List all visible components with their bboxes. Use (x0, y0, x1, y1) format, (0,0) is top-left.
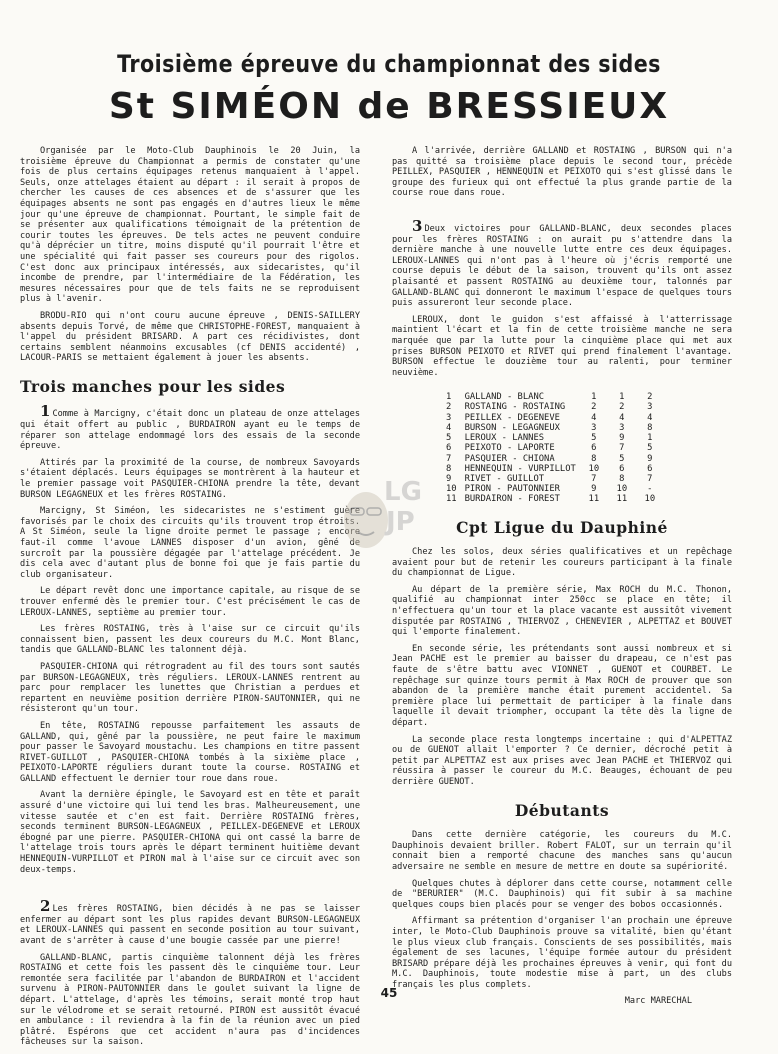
results-row (442, 443, 664, 453)
crew-name-cell: BURDAIRON - FOREST (464, 494, 560, 505)
rank-cell: 10 (446, 484, 457, 495)
results-row (442, 454, 664, 464)
body-paragraph: La seconde place resta longtemps incertaine : qui d'ALPETTAZ ou de GUENOT allait l'emporter ? Ce dernier, décroché petit à petit par ALPETTAZ est aux prises avec Jean PACHE et THIERVOZ qui réussira à passer le coureur du M.C. Beauges, échouant de peu derrière GUENOT. (392, 734, 732, 787)
crew-name-cell: LEROUX - LANNES (464, 433, 545, 444)
manche-2-result: 6 (619, 463, 625, 474)
manche-2-number: 2 (40, 897, 51, 916)
body-paragraph: LEROUX, dont le guidon s'est affaissé à l'atterrissage maintient l'écart et la fin de cette troisième manche ne sera marquée que par la lutte pour la cinquième place qui met aux prises BURSON PEIXOTO et RIVET qui prend finalement l'avantage. BURSON effectue le douzième tour au ralenti, pour terminer neuvième. (392, 314, 732, 378)
results-row (442, 423, 664, 433)
results-row (442, 474, 664, 484)
svg-text:JP: JP (386, 507, 415, 537)
manche-2-result: 10 (616, 484, 628, 495)
results-row (442, 484, 664, 494)
results-table (442, 392, 664, 504)
manche-2-text: Les frères ROSTAING, bien décidés à ne pas se laisser enfermer au départ sont les plus rapides devant BURSON-LEGAGNEUX et LEROUX-LANNES qui passent en seconde position au tour suivant, avant de s'arrêter à cause d'une bougie cassée par une pierre! (20, 904, 360, 946)
body-paragraph: Marcigny, St Siméon, les sidecaristes ne s'estiment guère favorisés par le choix des circuits qu'ils trouvent trop étroits. A St Siméon, seule la ligne droite permet le passage ; encore faut-il comme l'avoue LANNES disposer d'un avion, gêné de surcroît par la poussière dégagée par l'attelage précédent. Je dis cela avec d'autant plus de bonne foi que je fais partie du club organisateur. (20, 506, 360, 580)
manche-3-result: 10 (644, 494, 656, 505)
article-supertitle: Troisième épreuve du championnat des sides (117, 50, 661, 78)
manche-1-paragraph (20, 402, 360, 452)
manche-1-result: 10 (588, 463, 600, 474)
article-title: St SIMÉON de BRESSIEUX (108, 86, 670, 127)
manche-2-result: 3 (619, 422, 625, 433)
manche-2-result: 11 (616, 494, 628, 505)
rank-cell: 8 (446, 463, 452, 474)
manche-1-result: 9 (591, 484, 597, 495)
manche-1-result: 5 (591, 433, 597, 444)
rank-cell: 3 (446, 412, 452, 423)
page-number: 45 (380, 986, 398, 1000)
manche-2-result: 7 (619, 443, 625, 454)
manche-3-result: 6 (647, 463, 653, 474)
manche-1-number: 1 (40, 402, 51, 421)
rank-cell: 9 (446, 473, 452, 484)
body-paragraph: En seconde série, les prétendants sont aussi nombreux et si Jean PACHE est le premier au baisser du drapeau, ce n'est pas faute de s'être battu avec VIONNET , GUENOT et COURBET. Le repêchage sur quinze tours permit à Max ROCH de prouver que son abandon de la première manche était purement accidentel. Sa première place lui permettait de participer à la finale dans laquelle il devait triompher, occupant la tête dès la ligne de départ. (392, 643, 732, 729)
body-paragraph: Avant la dernière épingle, le Savoyard est en tête et paraît assuré d'une victoire qui lui tend les bras. Malheureusement, une vitesse sautée et c'en est fait. Derrière ROSTAING frères, seconds terminent BURSON-LEGAGNEUX , PEILLEX-DEGENEVE et LEROUX ébogné par une pierre. PASQUIER-CHIONA qui ont cassé la barre de l'attelage trois tours après le départ terminent huitième devant HENNEQUIN-VURPILLOT et PIRON mal à l'aise sur ce circuit avec son deux-temps. (20, 790, 360, 875)
manche-3-result: 8 (647, 422, 653, 433)
lgjp-watermark-logo (336, 468, 426, 558)
crew-name-cell: GALLAND - BLANC (464, 392, 545, 403)
manche-2-result: 1 (619, 392, 625, 403)
body-paragraph: Chez les solos, deux séries qualificatives et un repêchage avaient pour but de retenir les coureurs participant à la finale du championnat de Ligue. (392, 547, 732, 579)
right-column (392, 146, 732, 1007)
manche-2-result: 9 (619, 433, 625, 444)
manche-3-result: 7 (647, 473, 653, 484)
rank-cell: 4 (446, 422, 452, 433)
body-paragraph: GALLAND-BLANC, partis cinquième talonnent déjà les frères ROSTAING et cette fois les passent dès le cinquième tour. Leur remontée sera facilitée par l'abandon de BURDAIRON et l'accident survenu à PIRON-PAUTONNIER dans le goulet suivant la ligne de départ. L'attelage, d'après les témoins, serait monté trop haut sur le vélodrome et se serait retourné. PIRON est aussitôt évacué en ambulance : il reviendra à la fin de la réunion avec un pied plâtré. Espérons que cet accident n'aura pas d'incidences fâcheuses sur la saison. (20, 952, 360, 1048)
manche-2-paragraph (20, 897, 360, 946)
section-heading-ligue: Cpt Ligue du Dauphiné (456, 517, 668, 537)
results-row (442, 392, 664, 402)
svg-text:LG: LG (384, 477, 422, 507)
rank-cell: 11 (446, 494, 457, 505)
manche-1-result: 2 (591, 402, 597, 413)
manche-2-result: 4 (619, 412, 625, 423)
crew-name-cell: RIVET - GUILLOT (464, 473, 545, 484)
manche-3-paragraph (392, 216, 732, 309)
manche-3-result: 2 (647, 392, 653, 403)
section-heading-debutants: Débutants (514, 800, 610, 820)
manche-1-result: 6 (591, 443, 597, 454)
crew-name-cell: ROSTAING - ROSTAING (464, 402, 566, 413)
body-paragraph: Au départ de la première série, Max ROCH du M.C. Thonon, qualifié au championnat inter 250cc se place en tête; il n'effectuera qu'un tour et la place vacante est aussitôt vivement disputée par ROSTAING , THIERVOZ , CHENEVIER , ALPETTAZ et BOUVET qui l'emporte finalement. (392, 584, 732, 638)
manche-3-text: Deux victoires pour GALLAND-BLANC, deux secondes places pour les frères ROSTAING : on aurait pu s'attendre dans la dernière manche à une nouvelle lutte entre ces deux équipages. LEROUX-LANNES qui n'ont pas à l'heure où j'écris remporté une course depuis le début de la saison, trouvent qu'ils ont assez plaisanté et passent ROSTAING au deuxième tour, talonnés par GALLAND-BLANC qui donneront le maximum l'espace de quelques tours puis assureront leur seconde place. (392, 223, 732, 309)
body-paragraph: Dans cette dernière catégorie, les coureurs du M.C. Dauphinois devaient briller. Robert FALOT, sur un terrain qu'il connait bien a remporté chacune des manches sans qu'aucun adversaire ne semble en mesure de mettre en doute sa supériorité. (392, 830, 732, 872)
results-row (442, 464, 664, 474)
body-paragraph: Les frères ROSTAING, très à l'aise sur ce circuit qu'ils connaissent bien, passent les deux coureurs du M.C. Mont Blanc, tandis que GALLAND-BLANC les talonnent déjà. (20, 624, 360, 656)
intro-paragraph: BRODU-RIO qui n'ont couru aucune épreuve , DENIS-SAILLERY absents depuis Torvé, de même que CHRISTOPHE-FOREST, manquaient à l'appel du président BRISARD. A part ces récidivistes, dont certains semblent néanmoins excusables (cf DENIS accidenté) , LACOUR-PARIS se mettaient également à jouer les absents. (20, 310, 360, 364)
manche-2-result: 8 (619, 473, 625, 484)
crew-name-cell: PEILLEX - DEGENEVE (464, 412, 560, 423)
manche-3-number: 3 (412, 216, 423, 235)
results-row (442, 494, 664, 504)
manche-1-result: 11 (588, 494, 600, 505)
rank-cell: 1 (446, 392, 452, 403)
results-row (442, 402, 664, 412)
crew-name-cell: BURSON - LEGAGNEUX (464, 422, 560, 433)
body-paragraph: A l'arrivée, derrière GALLAND et ROSTAING , BURSON qui n'a pas quitté sa troisième place depuis le second tour, précède PEILLEX, PASQUIER , HENNEQUIN et PEIXOTO qui s'est glissé dans le groupe des furieux qui ont effectué la plus grande partie de la course roue dans roue. (392, 146, 732, 199)
rank-cell: 7 (446, 453, 452, 464)
manche-3-result: 9 (647, 453, 653, 464)
manche-1-result: 7 (591, 473, 597, 484)
manche-1-text: Comme à Marcigny, c'était donc un plateau de onze attelages qui était offert au public , BURDAIRON ayant eu le temps de réparer son attelage endommagé lors des essais de la seconde épreuve. (20, 409, 360, 452)
body-paragraph: Quelques chutes à déplorer dans cette course, notamment celle de "BERURIER" (M.C. Dauphinois) qui fit subir à sa machine quelques coups bien placés pour se venger des bobos occasionnés. (392, 878, 732, 910)
manche-3-result: - (647, 484, 653, 495)
results-row (442, 413, 664, 423)
results-row (442, 433, 664, 443)
manche-3-result: 1 (647, 433, 653, 444)
left-column (20, 146, 360, 1054)
body-paragraph: PASQUIER-CHIONA qui rétrogradent au fil des tours sont sautés par BURSON-LEGAGNEUX, très réguliers. LEROUX-LANNES rentrent au parc pour remplacer les lunettes que Christian a perdues et repartent en neuvième position derrière PIRON-SAUTONNIER, qui ne résisteront qu'un tour. (20, 661, 360, 715)
manche-1-result: 4 (591, 412, 597, 423)
crew-name-cell: PASQUIER - CHIONA (464, 453, 555, 464)
manche-1-result: 1 (591, 392, 597, 403)
manche-3-result: 5 (647, 443, 653, 454)
crew-name-cell: PEIXOTO - LAPORTE (464, 443, 555, 454)
section-heading-trois-manches: Trois manches pour les sides (20, 376, 286, 396)
crew-name-cell: PIRON - PAUTONNIER (464, 484, 560, 495)
body-paragraph: En tête, ROSTAING repousse parfaitement les assauts de GALLAND, qui, gêné par la poussière, ne peut faire le maximum pour passer le Savoyard moustachu. Les champions en titre passent RIVET-GUILLOT , PASQUIER-CHIONA tombés à la sixième place , PEIXOTO-LAPORTE réguliers durant toute la course. ROSTAING et GALLAND effectuent le dernier tour roue dans roue. (20, 720, 360, 784)
manche-1-result: 3 (591, 422, 597, 433)
body-paragraph: Attirés par la proximité de la course, de nombreux Savoyards s'étaient déplacés. Leurs équipages se montrèrent à la hauteur et le premier passage voit PASQUIER-CHIONA prendre la tête, devant BURSON LEGAGNEUX et les frères ROSTAING. (20, 457, 360, 500)
manche-2-result: 2 (619, 402, 625, 413)
manche-3-result: 4 (647, 412, 653, 423)
rank-cell: 5 (446, 433, 452, 444)
crew-name-cell: HENNEQUIN - VURPILLOT (464, 463, 576, 474)
author-signature: Marc MARECHAL (624, 996, 692, 1007)
rank-cell: 6 (446, 443, 452, 454)
body-paragraph: Affirmant sa prétention d'organiser l'an prochain une épreuve inter, le Moto-Club Dauphinois prouve sa vitalité, bien qu'étant le plus vieux club français. Conscients de ses possibilités, mais également de ses lacunes, l'équipe formée autour du président BRISARD prépare déjà les prochaines épreuves à venir, qui font du M.C. Dauphinois, toute modestie mise à part, un des clubs français les plus complets. (392, 916, 732, 990)
rank-cell: 2 (446, 402, 452, 413)
manche-1-result: 8 (591, 453, 597, 464)
manche-2-result: 5 (619, 453, 625, 464)
manche-3-result: 3 (647, 402, 653, 413)
body-paragraph: Le départ revêt donc une importance capitale, au risque de se trouver enfermé dès le premier tour. C'est précisément le cas de LEROUX-LANNES, septième au premier tour. (20, 586, 360, 618)
intro-paragraph: Organisée par le Moto-Club Dauphinois le 20 Juin, la troisième épreuve du Championnat a permis de constater qu'une fois de plus certains équipages retenus manquaient à l'appel. Seuls, onze attelages étaient au départ : il serait à propos de chercher les causes de ces absences et de s'assurer que les équipages absents ne sont pas engagés en d'autres lieux le même jour qu'une épreuve de championnat. Pourtant, le simple fait de se présenter aux qualifications témoignait de la prétention de courir toutes les épreuves. De tels actes ne peuvent conduire qu'à déprécier un titre, moins disputé qu'il pourrait l'être et une spécialité qui fait passer ses coureurs pour des rigolos. C'est donc aux principaux intéressés, aux sidecaristes, qu'il incombe de prendre, par l'intermédiaire de la Fédération, les mesures nécessaires pour que de tels faits ne se reproduisent plus à l'avenir. (20, 146, 360, 305)
